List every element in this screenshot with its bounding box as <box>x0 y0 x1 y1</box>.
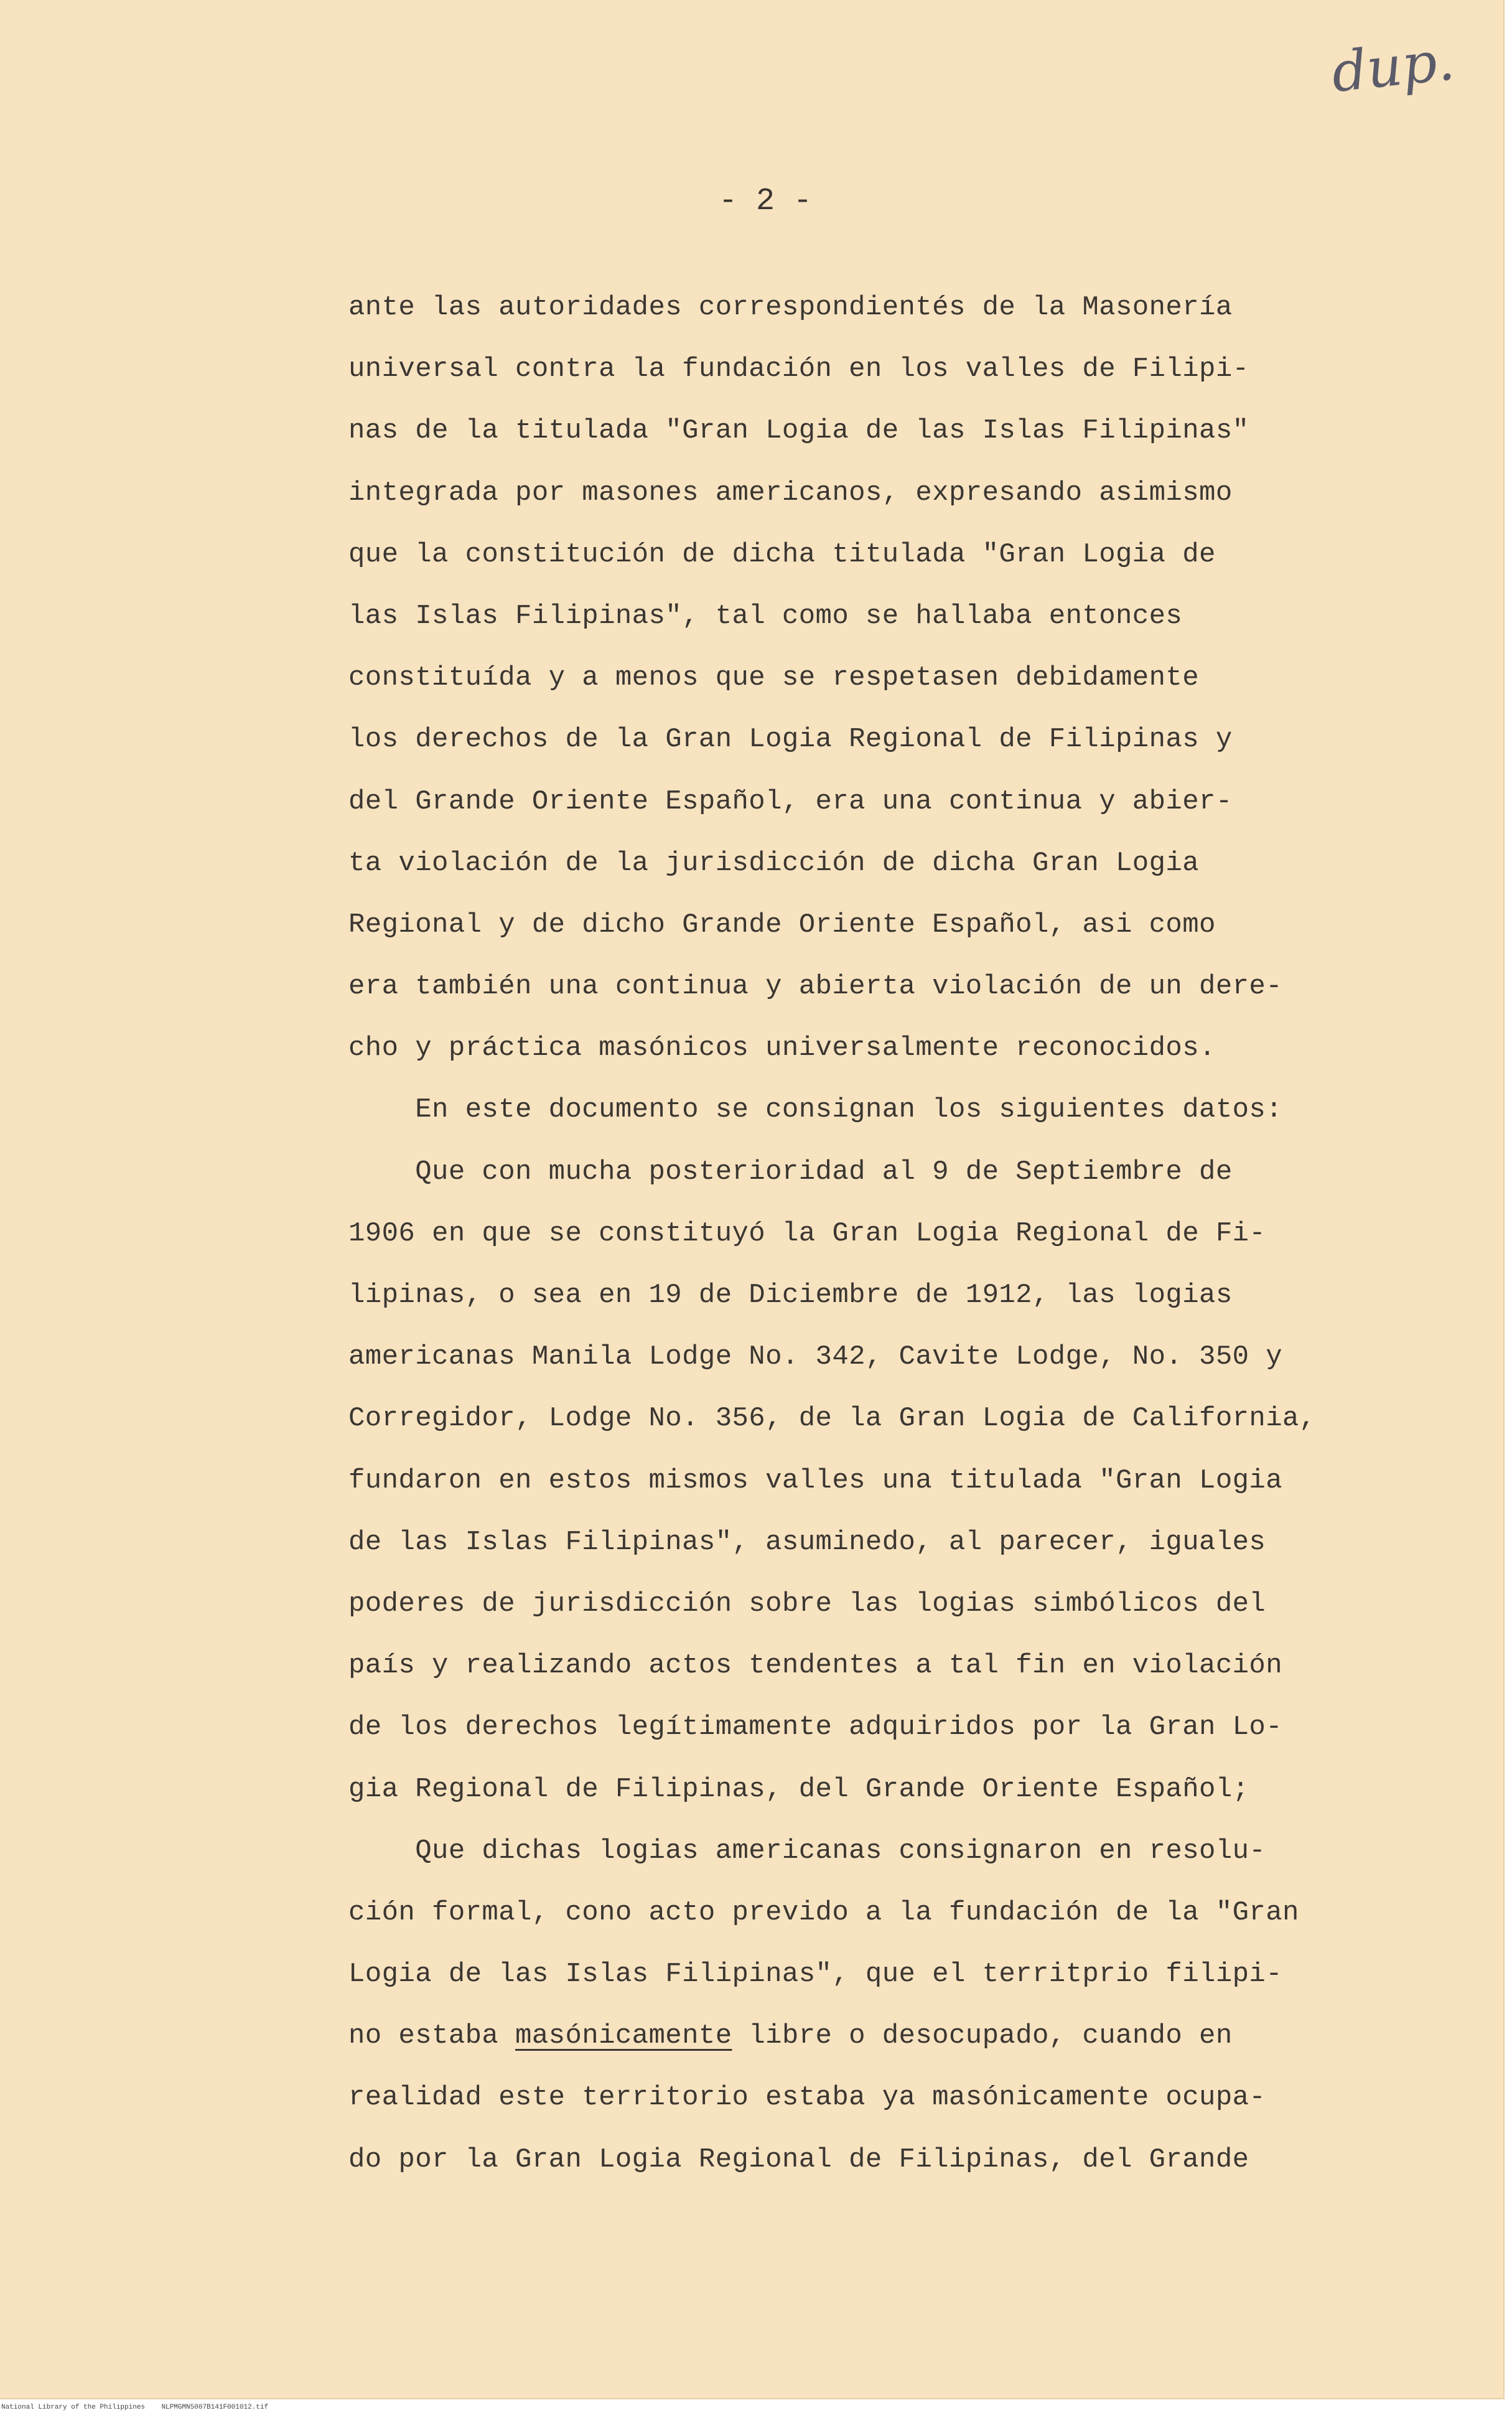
text-line: era también una continua y abierta violación de un dere- <box>348 971 1283 1003</box>
text-segment: libre o desocupado, cuando en <box>732 2020 1233 2052</box>
handwritten-note: dup. <box>1328 27 1458 105</box>
text-line: de las Islas Filipinas", asuminedo, al parecer, iguales <box>348 1526 1266 1558</box>
text-line: cho y práctica masónicos universalmente reconocidos. <box>348 1033 1216 1064</box>
text-line: lipinas, o sea en 19 de Diciembre de 1912, las logias <box>348 1280 1233 1311</box>
text-segment: no estaba <box>348 2020 516 2052</box>
text-line: país y realizando actos tendentes a tal fin en violación <box>348 1650 1283 1682</box>
text-line: las Islas Filipinas", tal como se hallaba entonces <box>348 600 1183 632</box>
text-line: constituída y a menos que se respetasen debidamente <box>348 662 1200 694</box>
text-line: Logia de las Islas Filipinas", que el territprio filipi- <box>348 1959 1283 1990</box>
text-line: do por la Gran Logia Regional de Filipinas, del Grande <box>348 2144 1249 2175</box>
text-line: Regional y de dicho Grande Oriente Español, asi como <box>348 909 1216 940</box>
body-text <box>348 277 1406 2191</box>
text-line: nas de la titulada "Gran Logia de las Islas Filipinas" <box>348 415 1249 447</box>
page-number: - 2 - <box>718 184 813 219</box>
text-line: ción formal, cono acto prevido a la fundación de la "Gran <box>348 1896 1299 1928</box>
text-line: Que dichas logias americanas consignaron en resolu- <box>348 1835 1266 1867</box>
text-line: que la constitución de dicha titulada "Gran Logia de <box>348 538 1216 570</box>
text-line: 1906 en que se constituyó la Gran Logia Regional de Fi- <box>348 1217 1266 1249</box>
text-line: En este documento se consignan los siguientes datos: <box>348 1094 1283 1126</box>
text-line <box>348 2005 1406 2067</box>
text-line: fundaron en estos mismos valles una titulada "Gran Logia <box>348 1464 1283 1496</box>
text-line: los derechos de la Gran Logia Regional de Filipinas y <box>348 724 1233 756</box>
archive-footer-label: National Library of the Philippines NLPMGMN5007B141F001012.tif <box>1 2404 269 2411</box>
text-line: gia Regional de Filipinas, del Grande Oriente Español; <box>348 1773 1249 1805</box>
text-line: poderes de jurisdicción sobre las logias simbólicos del <box>348 1588 1266 1619</box>
text-line: de los derechos legítimamente adquiridos por la Gran Lo- <box>348 1712 1283 1743</box>
text-line: ta violación de la jurisdicción de dicha Gran Logia <box>348 847 1200 879</box>
text-line: integrada por masones americanos, expresando asimismo <box>348 477 1233 508</box>
text-line: Que con mucha posterioridad al 9 de Septiembre de <box>348 1156 1233 1188</box>
text-line: Corregidor, Lodge No. 356, de la Gran Logia de California, <box>348 1403 1316 1435</box>
text-line: universal contra la fundación en los valles de Filipi- <box>348 354 1249 385</box>
text-line: ante las autoridades correspondientés de la Masonería <box>348 292 1233 323</box>
text-line: realidad este territorio estaba ya masónicamente ocupa- <box>348 2082 1266 2114</box>
text-line: americanas Manila Lodge No. 342, Cavite Lodge, No. 350 y <box>348 1341 1283 1373</box>
text-line: del Grande Oriente Español, era una continua y abier- <box>348 785 1233 817</box>
underlined-word: masónicamente <box>515 2020 732 2052</box>
